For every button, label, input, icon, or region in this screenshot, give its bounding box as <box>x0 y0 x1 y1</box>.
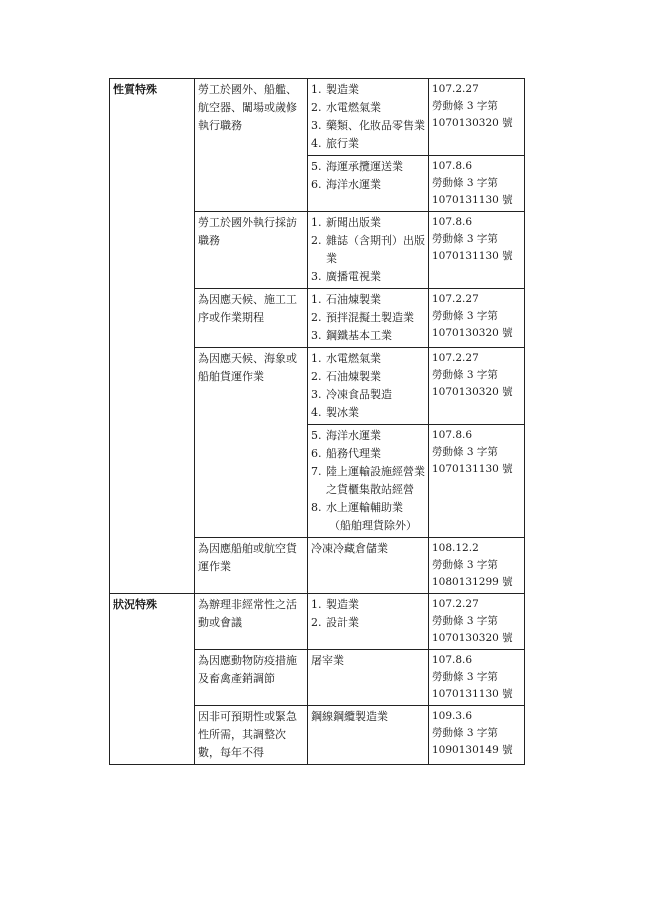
document-cell <box>429 348 525 425</box>
item-text: 鋼鐵基本工業 <box>326 329 392 342</box>
item-number: 1. <box>311 293 322 306</box>
document-cell <box>429 212 525 289</box>
item-text: 預拌混擬土製造業 <box>326 311 414 324</box>
item-number: 2. <box>311 101 322 114</box>
industry-item <box>311 499 425 517</box>
document-number: 1070130320 號 <box>432 117 513 129</box>
industry-item <box>311 368 425 386</box>
document-date: 107.2.27 <box>432 83 479 95</box>
item-number: 3. <box>311 388 322 401</box>
item-number: 1. <box>311 216 322 229</box>
document-date: 107.8.6 <box>432 160 473 172</box>
document-ref: 勞動條 3 字第 <box>432 671 498 683</box>
item-number: 2. <box>311 311 322 324</box>
document-ref: 勞動條 3 字第 <box>432 559 498 571</box>
item-number: 8. <box>311 501 322 514</box>
category-cell: 狀況特殊 <box>110 594 195 765</box>
item-text: 水電燃氣業 <box>326 352 381 365</box>
table-row <box>110 594 525 650</box>
reason-cell: 勞工於國外執行採訪職務 <box>195 212 308 289</box>
industries-cell <box>308 425 429 538</box>
item-text: 新聞出版業 <box>326 216 381 229</box>
document-ref: 勞動條 3 字第 <box>432 177 498 189</box>
industry-item <box>311 427 425 445</box>
industries-cell <box>308 212 429 289</box>
industry-item <box>311 652 425 670</box>
item-text: 海洋水運業 <box>326 178 381 191</box>
item-text: 鋼線鋼纜製造業 <box>311 710 388 723</box>
item-text: 設計業 <box>326 616 359 629</box>
document-date: 107.2.27 <box>432 598 479 610</box>
document-cell <box>429 538 525 594</box>
item-text: 石油煉製業 <box>326 370 381 383</box>
industry-item <box>311 135 425 153</box>
item-text: 海運承攬運送業 <box>326 160 403 173</box>
document-cell <box>429 289 525 348</box>
industry-item <box>311 540 425 558</box>
industries-cell <box>308 79 429 156</box>
document-number: 1080131299 號 <box>432 576 513 588</box>
item-text: 旅行業 <box>326 137 359 150</box>
industry-item <box>311 117 425 135</box>
item-text: 石油煉製業 <box>326 293 381 306</box>
industry-item <box>311 596 425 614</box>
document-date: 107.2.27 <box>432 293 479 305</box>
document-ref: 勞動條 3 字第 <box>432 233 498 245</box>
industry-item <box>311 158 425 176</box>
document-cell <box>429 425 525 538</box>
item-number: 1. <box>311 598 322 611</box>
industry-item <box>311 708 425 726</box>
item-text: 製造業 <box>326 83 359 96</box>
industry-item <box>311 386 425 404</box>
reason-cell: 為因應天候、海象或船舶貨運作業 <box>195 348 308 538</box>
industry-item <box>311 214 425 232</box>
document-date: 107.8.6 <box>432 654 473 666</box>
document-ref: 勞動條 3 字第 <box>432 727 498 739</box>
industry-item <box>311 309 425 327</box>
reason-cell: 為因應天候、施工工序或作業期程 <box>195 289 308 348</box>
item-text: 藥類、化妝品零售業 <box>326 119 425 132</box>
document-number: 1070131130 號 <box>432 463 513 475</box>
industries-cell <box>308 348 429 425</box>
industry-item <box>311 350 425 368</box>
item-number: 5. <box>311 429 322 442</box>
document-number: 1070131130 號 <box>432 688 513 700</box>
document-ref: 勞動條 3 字第 <box>432 369 498 381</box>
industries-cell <box>308 289 429 348</box>
document-ref: 勞動條 3 字第 <box>432 446 498 458</box>
category-cell: 性質特殊 <box>110 79 195 594</box>
item-number: 6. <box>311 178 322 191</box>
table-row <box>110 79 525 156</box>
item-text: （船舶理貨除外） <box>329 519 417 532</box>
industries-cell <box>308 650 429 706</box>
item-text: 船務代理業 <box>326 447 381 460</box>
item-number: 6. <box>311 447 322 460</box>
item-text: 製冰業 <box>326 406 359 419</box>
document-number: 1070130320 號 <box>432 327 513 339</box>
industries-cell <box>308 538 429 594</box>
document-cell <box>429 706 525 765</box>
item-text: 廣播電視業 <box>326 270 381 283</box>
document-date: 107.2.27 <box>432 352 479 364</box>
document-cell <box>429 650 525 706</box>
item-number: 4. <box>311 406 322 419</box>
document-ref: 勞動條 3 字第 <box>432 100 498 112</box>
industry-item <box>311 463 425 499</box>
industry-item <box>311 291 425 309</box>
item-number: 3. <box>311 270 322 283</box>
document-date: 107.8.6 <box>432 216 473 228</box>
document-date: 107.8.6 <box>432 429 473 441</box>
item-text: 雜誌（含期刊）出版業 <box>326 234 425 265</box>
reason-cell: 為因應船舶或航空貨運作業 <box>195 538 308 594</box>
industry-item <box>311 232 425 268</box>
item-text: 製造業 <box>326 598 359 611</box>
document-number: 1070131130 號 <box>432 250 513 262</box>
industries-cell <box>308 594 429 650</box>
reason-cell: 為因應動物防疫措施及畜禽產銷調節 <box>195 650 308 706</box>
document-cell <box>429 79 525 156</box>
item-number: 5. <box>311 160 322 173</box>
item-number: 3. <box>311 329 322 342</box>
item-number: 2. <box>311 370 322 383</box>
reason-cell: 因非可預期性或緊急性所需，其調整次數，每年不得 <box>195 706 308 765</box>
item-text: 水電燃氣業 <box>326 101 381 114</box>
document-number: 1070130320 號 <box>432 386 513 398</box>
item-number: 4. <box>311 137 322 150</box>
industry-item <box>311 517 425 535</box>
item-text: 水上運輸輔助業 <box>326 501 403 514</box>
document-ref: 勞動條 3 字第 <box>432 310 498 322</box>
industry-item <box>311 99 425 117</box>
item-text: 海洋水運業 <box>326 429 381 442</box>
item-number: 2. <box>311 616 322 629</box>
industry-item <box>311 445 425 463</box>
industry-item <box>311 176 425 194</box>
industries-cell <box>308 156 429 212</box>
item-number: 1. <box>311 352 322 365</box>
document-cell <box>429 156 525 212</box>
document-cell <box>429 594 525 650</box>
item-number: 1. <box>311 83 322 96</box>
item-number: 7. <box>311 465 322 478</box>
industry-item <box>311 614 425 632</box>
industry-item <box>311 404 425 422</box>
reason-cell: 為辦理非經常性之活動或會議 <box>195 594 308 650</box>
document-number: 1070131130 號 <box>432 194 513 206</box>
regulation-table <box>109 78 525 765</box>
document-date: 108.12.2 <box>432 542 479 554</box>
item-text: 陸上運輸設施經營業之貨櫃集散站經營 <box>326 465 425 496</box>
document-ref: 勞動條 3 字第 <box>432 615 498 627</box>
reason-cell: 勞工於國外、船艦、航空器、闈場或歲修執行職務 <box>195 79 308 212</box>
document-date: 109.3.6 <box>432 710 473 722</box>
document-number: 1090130149 號 <box>432 744 513 756</box>
item-text: 冷凍冷藏倉儲業 <box>311 542 388 555</box>
industries-cell <box>308 706 429 765</box>
industry-item <box>311 268 425 286</box>
document-number: 1070130320 號 <box>432 632 513 644</box>
industry-item <box>311 327 425 345</box>
item-number: 3. <box>311 119 322 132</box>
item-text: 冷凍食品製造 <box>326 388 392 401</box>
item-number: 2. <box>311 234 322 247</box>
industry-item <box>311 81 425 99</box>
item-text: 屠宰業 <box>311 654 344 667</box>
